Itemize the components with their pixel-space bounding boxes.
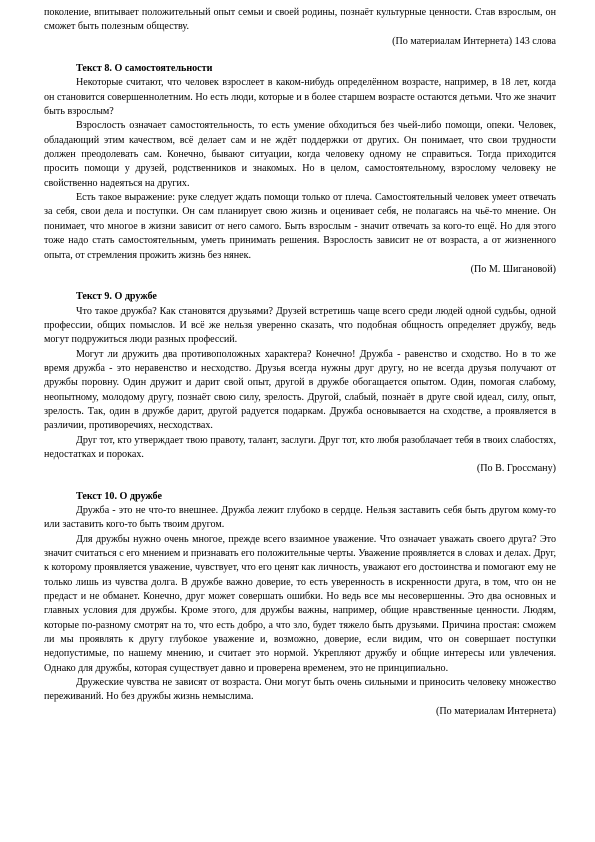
text9-title: Текст 9. О дружбе xyxy=(76,291,157,303)
text8-paragraph-1: Некоторые считают, что человек взрослеет в каком-нибудь определённом возрасте, например, в 18 лет, когда он становится совершеннолетним. Но есть люди, которые и в более старшем возрасте остаются детьми. Что же значит быть взрослым? xyxy=(44,77,556,118)
intro-paragraph: поколение, впитывает положительный опыт семьи и своей родины, познаёт культурные ценности. Став взрослым, он сможет быть полезным обществу. xyxy=(44,7,556,33)
text10-paragraph-3: Дружеские чувства не зависят от возраста. Они могут быть очень сильными и приносить человеку множество переживаний. Но без дружбы жизнь немыслима. xyxy=(44,677,556,703)
text9-source: (По В. Гроссману) xyxy=(476,463,556,475)
text10-paragraph-1: Дружба - это не что-то внешнее. Дружба лежит глубоко в сердце. Нельзя заставить себя быть другом кому-то или заставить кого-то быть твоим другом. xyxy=(44,505,556,531)
text10-paragraph-2: Для дружбы нужно очень многое, прежде всего взаимное уважение. Что означает уважать своего друга? Это значит считаться с его мнением и признавать его положительные черты. Уважение проявляется в словах и делах. Друг, к которому проявляется уважение, чувствует, что его ценят как личность, уважают его достоинства и помогают ему не только лишь из чувства долга. В дружбе важно доверие, то есть уверенность в искренности друга, в том, что он не предаст и не обманет. Конечно, друг может совершать ошибки. Но ведь все мы несовершенны. Это два основных и главных условия для дружбы. Кроме этого, для дружбы важны, например, общие нравственные ценности. Людям, которые по-разному смотрят на то, что есть добро, а что зло, будет тяжело быть друзьями. Причина простая: сможем ли мы проявлять к другу глубокое уважение и, возможно, доверие, если видим, что он совершает поступки недопустимые, по нашему мнению, и считает это нормой. Укрепляют дружбу и общие интересы или увлечения. Однако для дружбы, которая существует давно и проверена временем, это не принципиально. xyxy=(44,533,556,674)
text10-source: (По материалам Интернета) xyxy=(436,705,556,717)
text10-title: Текст 10. О дружбе xyxy=(76,490,162,502)
intro-source: (По материалам Интернета) 143 слова xyxy=(392,35,556,47)
text9-paragraph-3: Друг тот, кто утверждает твою правоту, талант, заслуги. Друг тот, кто любя разоблачает тебя в твоих слабостях, недостатках и пороках. xyxy=(44,434,556,460)
document-page xyxy=(44,6,556,719)
text9-paragraph-1: Что такое дружба? Как становятся друзьями? Друзей встретишь чаще всего среди людей одной судьбы, одной профессии, общих помыслов. И всё же нельзя уверенно сказать, что подобная общность определяет дружбу, ведь могут подружиться люди разных профессий. xyxy=(44,305,556,346)
text8-source: (По М. Шигановой) xyxy=(470,263,556,275)
text9-paragraph-2: Могут ли дружить два противоположных характера? Конечно! Дружба - равенство и сходство. Но в то же время дружба - это неравенство и несходство. Друзья всегда нужны друг другу, но не всегда друзья получают от дружбы поровну. Один дружит и дарит свой опыт, другой в дружбе обогащается опытом. Один, помогая слабому, неопытному, молодому другу, познаёт свою силу, зрелость. Другой, слабый, познаёт в друге свой идеал, силу, опыт, зрелость. Так, один в дружбе дарит, другой радуется подаркам. Дружба основывается на сходстве, а проявляется в различии, противоречиях, несходствах. xyxy=(44,348,556,432)
text8-paragraph-2: Взрослость означает самостоятельность, то есть умение обходиться без чьей-либо помощи, опеки. Человек, обладающий этим качеством, всё делает сам и не ждёт поддержки от других. Он понимает, что свои трудности должен преодолевать сам. Конечно, бывают ситуации, когда человеку одному не справиться. Тогда приходится просить помощи у друзей, родственников и знакомых. Но в целом, самостоятельному, взрослому человеку не свойственно надеяться на других. xyxy=(44,120,556,189)
text8-paragraph-3: Есть такое выражение: руке следует ждать помощи только от плеча. Самостоятельный человек умеет отвечать за себя, свои дела и поступки. Он сам планирует свою жизнь и оценивает себя, не полагаясь на чьё-то мнение. Он понимает, что многое в жизни зависит от него самого. Быть взрослым - значит отвечать за кого-то ещё. Но для этого тоже надо стать самостоятельным, уметь принимать решения. Взрослость зависит не от возраста, а от жизненного опыта, от стремления прожить жизнь без нянек. xyxy=(44,192,556,261)
text8-title: Текст 8. О самостоятельности xyxy=(76,63,213,75)
